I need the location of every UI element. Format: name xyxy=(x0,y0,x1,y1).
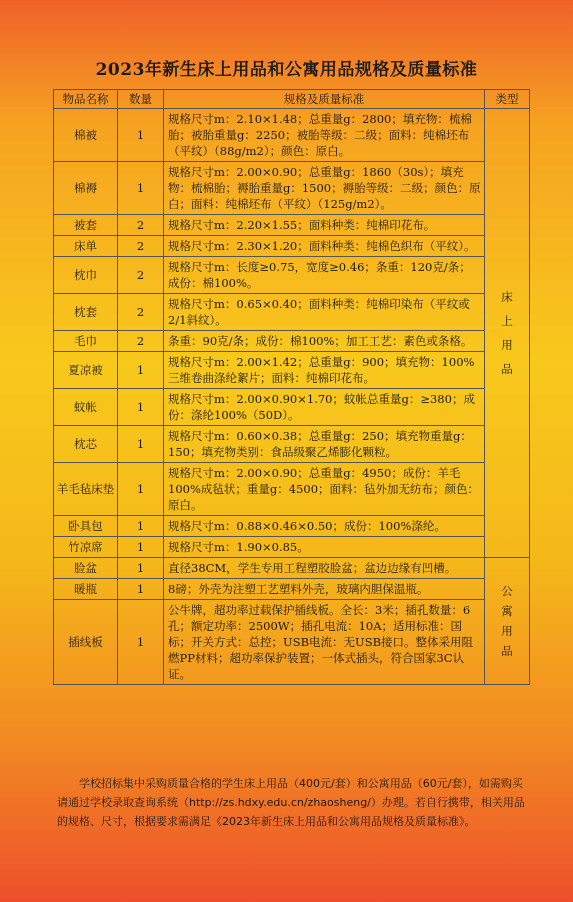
spec-table xyxy=(53,89,530,685)
item-name: 棉褥 xyxy=(54,162,118,215)
item-name: 毛巾 xyxy=(54,331,118,352)
table-row xyxy=(54,236,530,257)
item-spec: 规格尺寸m：2.30×1.20；面料种类：纯棉色织布（平纹）。 xyxy=(164,236,485,257)
table-row xyxy=(54,389,530,426)
page-title: 2023年新生床上用品和公寓用品规格及质量标准 xyxy=(95,60,478,80)
item-qty: 1 xyxy=(118,600,164,685)
item-qty: 1 xyxy=(118,463,164,516)
table-row xyxy=(54,215,530,236)
table-row xyxy=(54,109,530,162)
item-name: 被套 xyxy=(54,215,118,236)
item-name: 夏凉被 xyxy=(54,352,118,389)
category-char: 用 xyxy=(501,338,513,352)
category-char: 上 xyxy=(501,314,513,328)
category-char: 用 xyxy=(501,624,513,638)
header-qty: 数量 xyxy=(118,90,164,109)
item-name: 竹凉席 xyxy=(54,537,118,558)
item-spec: 条重：90克/条；成份：棉100%；加工工艺：素色或条格。 xyxy=(164,331,485,352)
item-name: 卧具包 xyxy=(54,516,118,537)
item-qty: 1 xyxy=(118,426,164,463)
item-name: 蚊帐 xyxy=(54,389,118,426)
category-char: 品 xyxy=(501,362,513,376)
category-char: 品 xyxy=(501,644,513,658)
table-row xyxy=(54,463,530,516)
table-row xyxy=(54,257,530,294)
table-row xyxy=(54,352,530,389)
category-char: 床 xyxy=(501,290,513,304)
item-qty: 2 xyxy=(118,331,164,352)
table-row xyxy=(54,537,530,558)
category-bedding xyxy=(485,109,530,558)
table-header-row xyxy=(54,90,530,109)
table-row xyxy=(54,558,530,579)
item-spec: 规格尺寸m：2.20×1.55；面料种类：纯棉印花布。 xyxy=(164,215,485,236)
item-name: 棉被 xyxy=(54,109,118,162)
item-name: 床单 xyxy=(54,236,118,257)
item-name: 插线板 xyxy=(54,600,118,685)
table-row xyxy=(54,516,530,537)
item-name: 羊毛毡床垫 xyxy=(54,463,118,516)
item-spec: 公牛牌，超功率过载保护插线板。全长：3米；插孔数量：6孔；额定功率：2500W；插孔电流：10A；适用标准：国标；开关方式：总控；USB电流：无USB接口。整体采用阻燃PP材料；超功率保护装置；一体式插头，符合国家3C认证。 xyxy=(164,600,485,685)
item-qty: 1 xyxy=(118,162,164,215)
item-spec: 规格尺寸m：0.88×0.46×0.50；成份：100%涤纶。 xyxy=(164,516,485,537)
item-name: 脸盆 xyxy=(54,558,118,579)
table-row xyxy=(54,162,530,215)
item-name: 枕巾 xyxy=(54,257,118,294)
item-qty: 2 xyxy=(118,294,164,331)
item-qty: 1 xyxy=(118,109,164,162)
header-spec: 规格及质量标准 xyxy=(164,90,485,109)
item-name: 暖瓶 xyxy=(54,579,118,600)
item-qty: 1 xyxy=(118,389,164,426)
header-category: 类型 xyxy=(485,90,530,109)
table-row xyxy=(54,600,530,685)
item-qty: 1 xyxy=(118,537,164,558)
item-spec: 规格尺寸m：2.00×0.90；总重量g：4950；成份：羊毛100%成毡状；重量g：4500；面料：毡外加无纺布；颜色：原白。 xyxy=(164,463,485,516)
item-spec: 规格尺寸m：0.60×0.38；总重量g：250；填充物重量g：150；填充物类别：食品级聚乙烯膨化颗粒。 xyxy=(164,426,485,463)
item-spec: 直径38CM，学生专用工程塑胶脸盆；盆边边缘有凹槽。 xyxy=(164,558,485,579)
item-qty: 1 xyxy=(118,558,164,579)
item-name: 枕套 xyxy=(54,294,118,331)
category-char: 寓 xyxy=(501,604,513,618)
table-row xyxy=(54,579,530,600)
item-spec: 规格尺寸m：长度≥0.75，宽度≥0.46；条重：120克/条；成份：棉100%。 xyxy=(164,257,485,294)
item-spec: 规格尺寸m：2.00×0.90；总重量g：1860（30s）；填充物：梳棉胎；褥胎重量g：1500；褥胎等级：二级；颜色：原白；面料：纯棉坯布（平纹）（125g/m2）。 xyxy=(164,162,485,215)
item-spec: 8磅；外壳为注塑工艺塑料外壳，玻璃内胆保温瓶。 xyxy=(164,579,485,600)
category-apartment xyxy=(485,558,530,685)
item-qty: 2 xyxy=(118,236,164,257)
item-name: 枕芯 xyxy=(54,426,118,463)
header-name: 物品名称 xyxy=(54,90,118,109)
table-row xyxy=(54,426,530,463)
item-spec: 规格尺寸m：1.90×0.85。 xyxy=(164,537,485,558)
item-qty: 2 xyxy=(118,215,164,236)
footnote: 学校招标集中采购质量合格的学生床上用品（400元/套）和公寓用品（60元/套），如需购买请通过学校录取查询系统（http://zs.hdxy.edu.cn/zhaosheng/）办理。若自行携带，相关用品的规格、尺寸，根据要求需满足《2023年新生床上用品和公寓用品规格及质量标准》。 xyxy=(57,777,525,828)
item-spec: 规格尺寸m：2.00×0.90×1.70；蚊帐总重量g：≥380；成份：涤纶100%（50D）。 xyxy=(164,389,485,426)
item-qty: 2 xyxy=(118,257,164,294)
item-spec: 规格尺寸m：0.65×0.40；面料种类：纯棉印染布（平纹或2/1斜纹）。 xyxy=(164,294,485,331)
table-row xyxy=(54,331,530,352)
item-qty: 1 xyxy=(118,352,164,389)
table-row xyxy=(54,294,530,331)
item-spec: 规格尺寸m：2.10×1.48；总重量g：2800；填充物：梳棉胎；被胎重量g：2250；被胎等级：二级；面料：纯棉坯布（平纹）（88g/m2）；颜色：原白。 xyxy=(164,109,485,162)
item-qty: 1 xyxy=(118,516,164,537)
category-char: 公 xyxy=(501,584,513,598)
item-spec: 规格尺寸m：2.00×1.42；总重量g：900；填充物：100%三维卷曲涤纶絮片；面料：纯棉印花布。 xyxy=(164,352,485,389)
item-qty: 1 xyxy=(118,579,164,600)
